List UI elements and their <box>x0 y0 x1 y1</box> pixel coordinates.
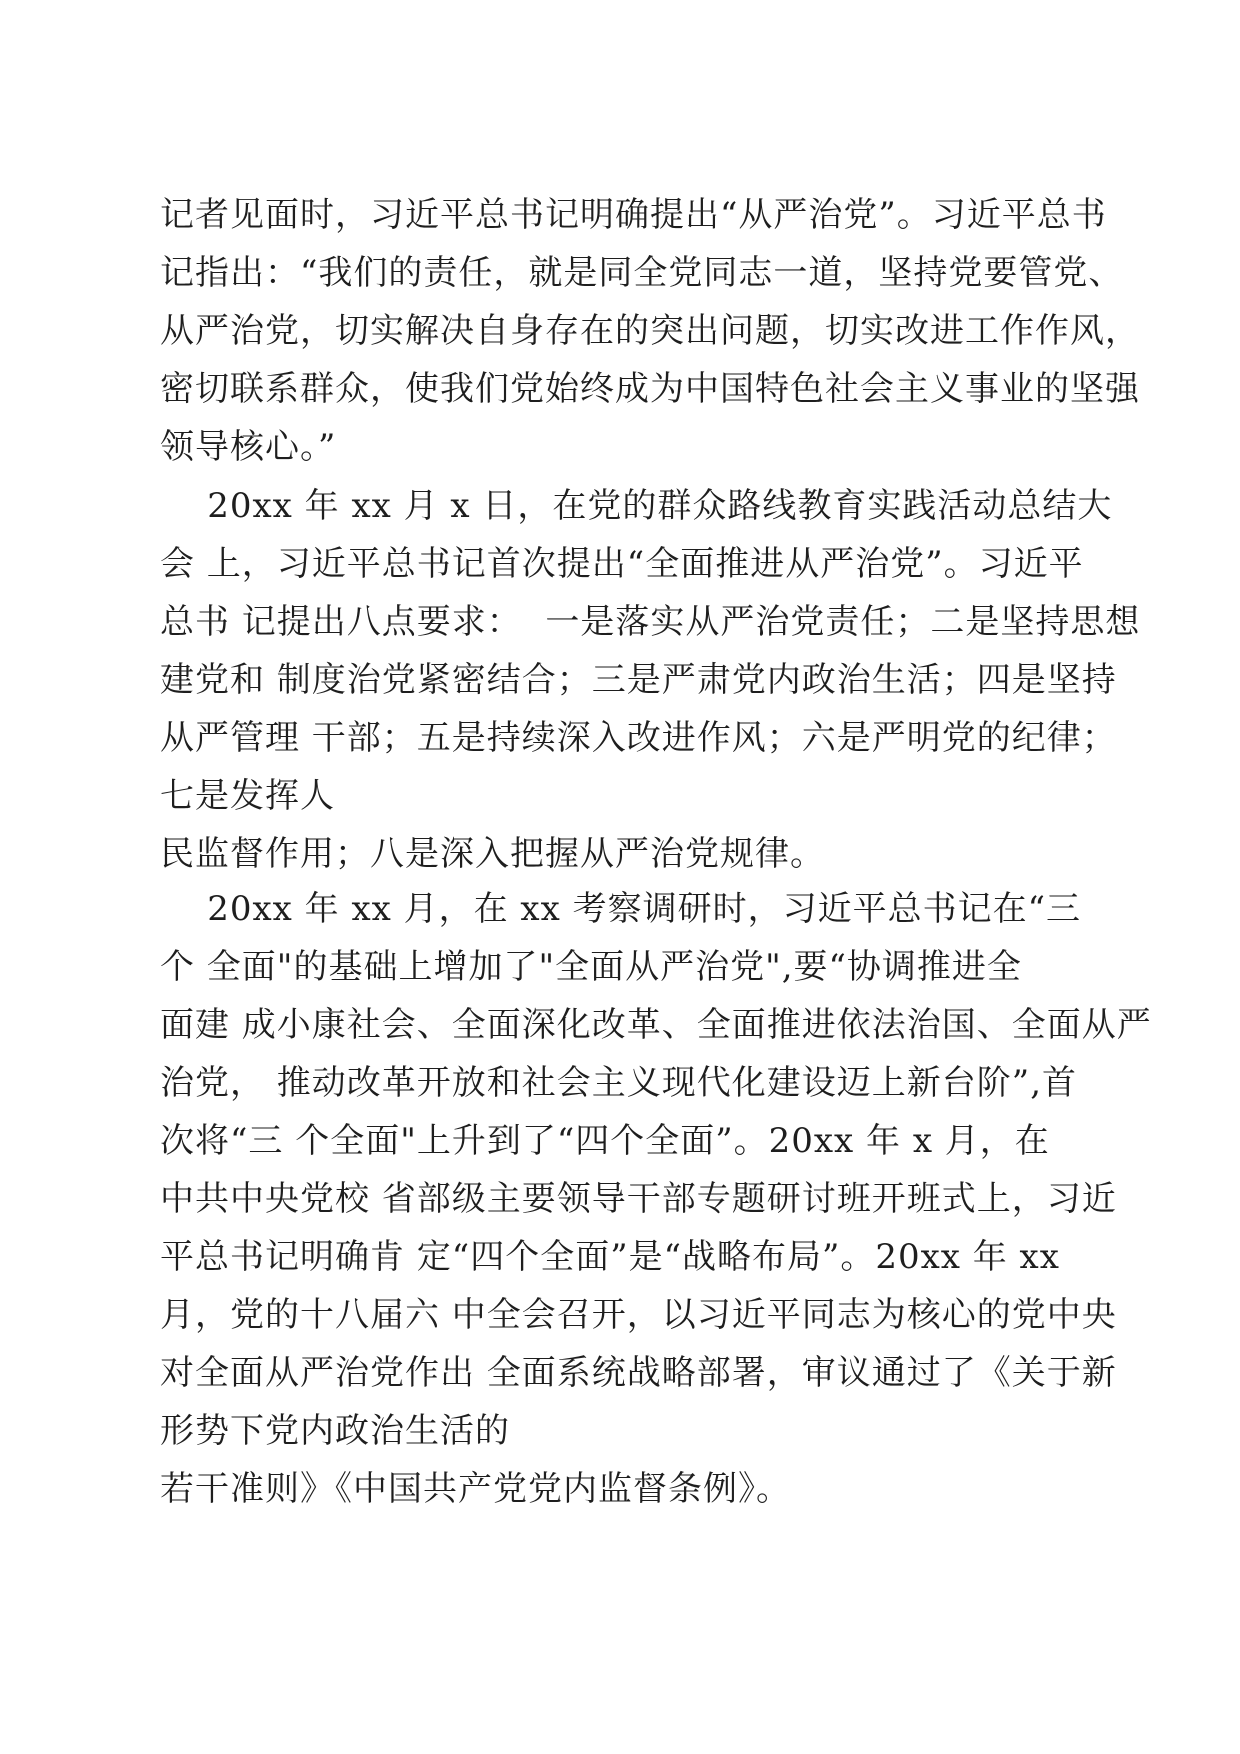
paragraph-line: 20xx 年 xx 月 x 日，在党的群众路线教育实践活动总结大 <box>160 486 1113 526</box>
paragraph-line: 记者见面时，习近平总书记明确提出“从严治党”。习近平总书 <box>160 195 1107 235</box>
paragraph-line: 形势下党内政治生活的 <box>160 1411 510 1451</box>
paragraph-line: 七是发挥人 <box>160 776 335 816</box>
paragraph-line: 平总书记明确肯 定“四个全面”是“战略布局”。20xx 年 xx <box>160 1237 1060 1277</box>
paragraph-line: 中共中央党校 省部级主要领导干部专题研讨班开班式上，习近 <box>160 1179 1117 1219</box>
paragraph-line: 记指出：“我们的责任，就是同全党同志一道，坚持党要管党、 <box>160 253 1124 293</box>
paragraph-line: 个 全面"的基础上增加了"全面从严治党",要“协调推进全 <box>160 947 1022 987</box>
paragraph-line: 领导核心。” <box>160 427 337 467</box>
paragraph-line: 从严管理 干部；五是持续深入改进作风；六是严明党的纪律； <box>160 718 1117 758</box>
paragraph-line: 民监督作用；八是深入把握从严治党规律。 <box>160 834 825 874</box>
paragraph-line: 治党， 推动改革开放和社会主义现代化建设迈上新台阶”,首 <box>160 1063 1077 1103</box>
paragraph-line: 建党和 制度治党紧密结合；三是严肃党内政治生活；四是坚持 <box>160 660 1117 700</box>
paragraph-1 <box>160 186 1140 476</box>
paragraph-line: 会 上，习近平总书记首次提出“全面推进从严治党”。习近平 <box>160 544 1084 584</box>
paragraph-line: 对全面从严治党作出 全面系统战略部署，审议通过了《关于新 <box>160 1353 1117 1393</box>
paragraph-line: 次将“三 个全面"上升到了“四个全面”。20xx 年 x 月，在 <box>160 1121 1050 1161</box>
paragraph-line: 20xx 年 xx 月，在 xx 考察调研时，习近平总书记在“三 <box>160 889 1081 929</box>
paragraph-line: 面建 成小康社会、全面深化改革、全面推进依法治国、全面从严 <box>160 1005 1152 1045</box>
paragraph-2 <box>160 477 1141 883</box>
paragraph-line: 月，党的十八届六 中全会召开，以习近平同志为核心的党中央 <box>160 1295 1117 1335</box>
paragraph-line: 密切联系群众，使我们党始终成为中国特色社会主义事业的坚强 <box>160 369 1140 409</box>
paragraph-3 <box>160 880 1152 1518</box>
paragraph-line: 从严治党，切实解决自身存在的突出问题，切实改进工作作风， <box>160 311 1140 351</box>
paragraph-line: 总书 记提出八点要求： 一是落实从严治党责任；二是坚持思想 <box>160 602 1141 642</box>
paragraph-line: 若干准则》《中国共产党党内监督条例》。 <box>160 1469 791 1509</box>
